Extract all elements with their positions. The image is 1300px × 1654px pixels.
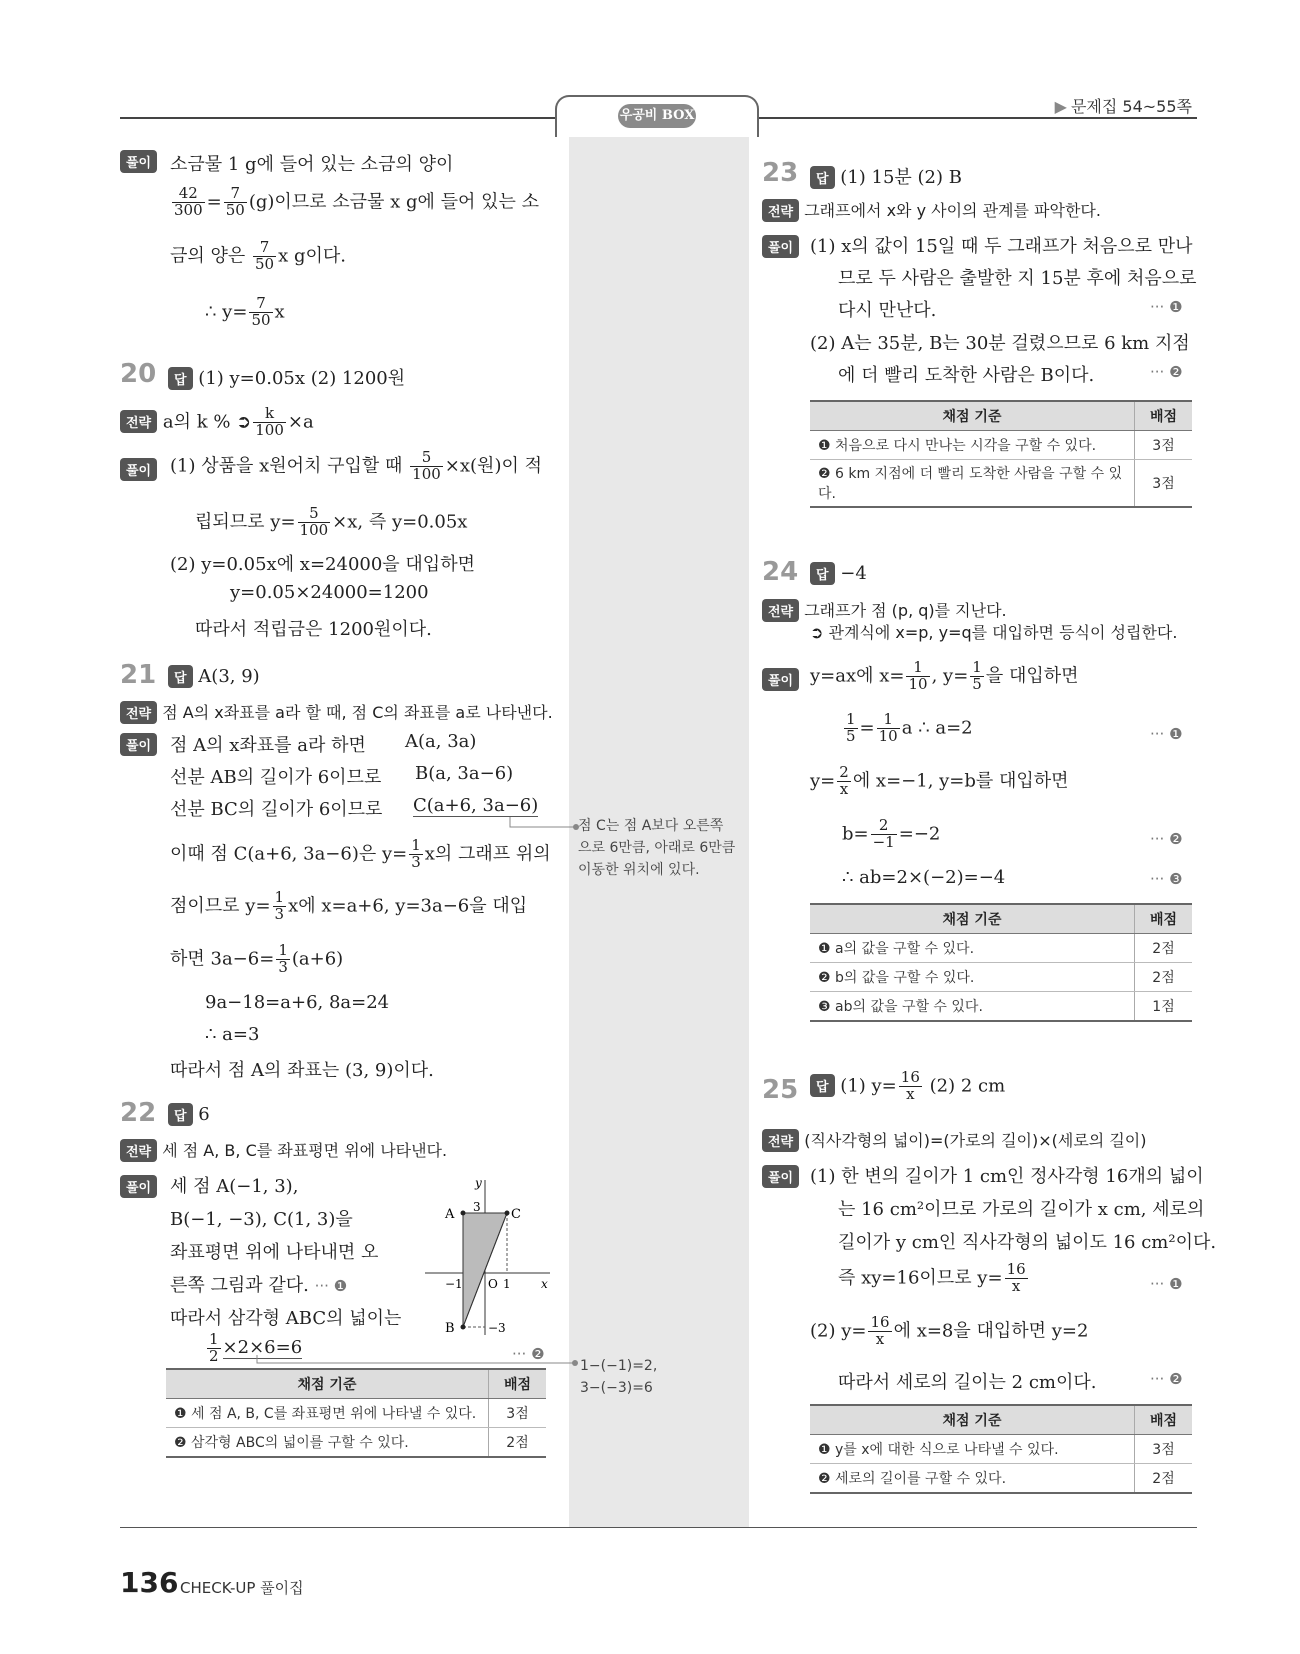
q21-side-note: 점 C는 점 A보다 오른쪽으로 6만큼, 아래로 6만큼 이동한 위치에 있다. — [578, 818, 736, 878]
origin-label: O — [488, 1277, 498, 1291]
q22-line6: $\frac{1}{2}$ ×2×6=6 — [209, 1330, 303, 1365]
q23-answer: 답 (1) 15분 (2) B — [810, 163, 962, 189]
q21-line3a: 선분 BC의 길이가 6이므로 — [170, 799, 383, 820]
q22-line1: 세 점 A(−1, 3), — [170, 1176, 299, 1197]
q21-line4: 이때 점 C(a+6, 3a−6)은 y= $\frac{1}{3}$ x의 그래프 위의 — [170, 836, 551, 871]
q22-score-table: 채점 기준 배점 ❶ 세 점 A, B, C를 좌표평면 위에 나타낼 수 있다. 3점 ❷ 삼각형 ABC의 넓이를 구할 수 있다. 2점 — [166, 1368, 546, 1458]
q25-line6: 따라서 세로의 길이는 2 cm이다. — [838, 1372, 1097, 1393]
q25-number: 25 — [762, 1075, 799, 1105]
q24-mark-1: ··· ❶ — [1150, 725, 1183, 743]
q21-line1b: A(a, 3a) — [405, 731, 477, 752]
q21-number: 21 — [120, 660, 157, 690]
point-b — [461, 1325, 466, 1330]
tick-3: 3 — [473, 1200, 481, 1214]
label-a: A — [445, 1207, 455, 1222]
q20-line1: (1) 상품을 x원어치 구입할 때 $\frac{5}{100}$ ×x(원)이 적 — [170, 448, 542, 483]
q20-line3: (2) y=0.05x에 x=24000을 대입하면 — [170, 554, 475, 575]
box-badge — [618, 104, 696, 128]
q22-line5: 따라서 삼각형 ABC의 넓이는 — [170, 1308, 402, 1329]
q25-line4: 즉 xy=16이므로 y= $\frac{16}{x}$ — [838, 1260, 1026, 1295]
q19-line3: 금의 양은 $\frac{7}{50}$ x g이다. — [170, 238, 347, 273]
tick-1: 1 — [503, 1277, 511, 1291]
q23-line5: 에 더 빨리 도착한 사람은 B이다. — [838, 365, 1095, 386]
q22-line4: 른쪽 그림과 같다. ··· ❶ — [170, 1275, 348, 1296]
label-c: C — [511, 1207, 521, 1222]
q21-line5: 점이므로 y= $\frac{1}{3}$ x에 x=a+6, y=3a−6을 대입 — [170, 888, 528, 923]
chevron-right-icon: ▶ — [1054, 97, 1067, 116]
point-a — [461, 1211, 466, 1216]
q25-mark-2: ··· ❷ — [1150, 1370, 1183, 1388]
q22-strategy: 전략 세 점 A, B, C를 좌표평면 위에 나타낸다. — [120, 1138, 447, 1162]
q23-sol-tag: 풀이 — [762, 235, 799, 258]
q24-line5: ∴ ab=2×(−2)=−4 — [842, 867, 1006, 888]
fraction: $\frac{7}{50}$ — [225, 184, 245, 219]
x-label: x — [541, 1277, 548, 1291]
q25-line3: 길이가 y cm인 직사각형의 넓이도 16 cm²이다. — [838, 1232, 1217, 1253]
q22-mark-2: ··· ❷ — [512, 1345, 545, 1363]
tick-minus-3: −3 — [488, 1321, 506, 1335]
fraction: $\frac{42}{300}$ — [174, 184, 203, 219]
q24-answer: 답 −4 — [810, 562, 867, 585]
q25-strategy: 전략 (직사각형의 넓이)=(가로의 길이)×(세로의 길이) — [762, 1128, 1147, 1152]
table-row: ❶ 처음으로 다시 만나는 시각을 구할 수 있다. 3점 — [810, 431, 1192, 460]
q20-line5: 따라서 적립금은 1200원이다. — [195, 619, 432, 640]
q22-number: 22 — [120, 1098, 157, 1128]
q19-sol-tag: 풀이 — [120, 150, 157, 173]
table-row: ❷ 세로의 길이를 구할 수 있다. 2점 — [810, 1464, 1192, 1494]
q25-line5: (2) y= $\frac{16}{x}$ 에 x=8을 대입하면 y=2 — [810, 1313, 1089, 1348]
q22-line2: B(−1, −3), C(1, 3)을 — [170, 1209, 353, 1230]
box-label: 우공비 BOX — [619, 108, 695, 123]
q21-leader-line — [508, 815, 580, 831]
q23-mark-1: ··· ❶ — [1150, 298, 1183, 316]
q21-sol-tag: 풀이 — [120, 733, 157, 756]
q24-line3: y= $\frac{2}{x}$ 에 x=−1, y=b를 대입하면 — [810, 763, 1069, 798]
q21-answer: 답 A(3, 9) — [168, 665, 260, 688]
q24-strategy-2: ➲ 관계식에 x=p, y=q를 대입하면 등식이 성립한다. — [810, 623, 1178, 642]
q23-mark-2: ··· ❷ — [1150, 363, 1183, 381]
table-row: ❶ y를 x에 대한 식으로 나타낼 수 있다. 3점 — [810, 1435, 1192, 1464]
q25-score-table: 채점 기준 배점 ❶ y를 x에 대한 식으로 나타낼 수 있다. 3점 ❷ 세로의 길이를 구할 수 있다. 2점 — [810, 1404, 1192, 1494]
page-reference — [1055, 94, 1192, 117]
q22-answer: 답 6 — [168, 1103, 210, 1126]
q23-strategy: 전략 그래프에서 x와 y 사이의 관계를 파악한다. — [762, 198, 1101, 222]
table-row: ❷ 삼각형 ABC의 넓이를 구할 수 있다. 2점 — [166, 1428, 546, 1458]
q20-strategy: 전략 a의 k % ➲ $\frac{k}{100}$ ×a — [120, 406, 314, 439]
label-b: B — [445, 1321, 455, 1336]
q25-line1: (1) 한 변의 길이가 1 cm인 정사각형 16개의 넓이 — [810, 1166, 1204, 1187]
q20-line4: y=0.05×24000=1200 — [230, 582, 429, 603]
page-number: 136 — [120, 1566, 179, 1599]
q23-line4: (2) A는 35분, B는 30분 걸렸으므로 6 km 지점 — [810, 333, 1190, 354]
y-label: y — [475, 1176, 482, 1190]
q22-side-note-1: 1−(−1)=2, — [580, 1358, 658, 1374]
q22-line3: 좌표평면 위에 나타내면 오 — [170, 1242, 379, 1263]
q20-answer: 답 (1) y=0.05x (2) 1200원 — [168, 364, 405, 390]
q24-line4: b= $\frac{2}{-1}$ =−2 — [842, 816, 941, 851]
q24-number: 24 — [762, 557, 799, 587]
q25-sol-tag: 풀이 — [762, 1165, 799, 1188]
table-row: ❷ b의 값을 구할 수 있다. 2점 — [810, 963, 1192, 992]
q20-line2: 립되므로 y= $\frac{5}{100}$ ×x, 즉 y=0.05x — [195, 504, 468, 539]
q21-line2a: 선분 AB의 길이가 6이므로 — [170, 767, 382, 788]
q22-coordinate-graph — [415, 1175, 555, 1340]
q25-answer: 답 (1) y= $\frac{16}{x}$ (2) 2 cm — [810, 1070, 1005, 1103]
footer-rule — [120, 1527, 1197, 1528]
q20-number: 20 — [120, 359, 157, 389]
q21-line9: 따라서 점 A의 좌표는 (3, 9)이다. — [170, 1060, 434, 1081]
q21-line2b: B(a, 3a−6) — [415, 763, 514, 784]
table-row: ❶ 세 점 A, B, C를 좌표평면 위에 나타낼 수 있다. 3점 — [166, 1399, 546, 1428]
q19-line2: $\frac{42}{300}$ = $\frac{7}{50}$ (g)이므로 소금물 x g에 들어 있는 소 — [174, 184, 540, 219]
reference-text: 문제집 54~55쪽 — [1070, 97, 1192, 116]
q23-line2: 므로 두 사람은 출발한 지 15분 후에 처음으로 — [838, 268, 1197, 289]
q24-strategy-1: 전략 그래프가 점 (p, q)를 지난다. — [762, 598, 1007, 622]
point-c — [505, 1211, 510, 1216]
q21-line1a: 점 A의 x좌표를 a라 하면 — [170, 735, 366, 756]
table-row: ❸ ab의 값을 구할 수 있다. 1점 — [810, 992, 1192, 1022]
q23-number: 23 — [762, 158, 799, 188]
q21-strategy: 전략 점 A의 x좌표를 a라 할 때, 점 C의 좌표를 a로 나타낸다. — [120, 700, 553, 724]
q24-line1: y=ax에 x= $\frac{1}{10}$ , y= $\frac{1}{5}$ 을 대입하면 — [810, 658, 1079, 693]
q24-mark-2: ··· ❷ — [1150, 830, 1183, 848]
q24-score-table: 채점 기준 배점 ❶ a의 값을 구할 수 있다. 2점 ❷ b의 값을 구할 수 있다. 2점 ❸ ab의 값을 구할 수 있다. 1점 — [810, 903, 1192, 1022]
q25-mark-1: ··· ❶ — [1150, 1275, 1183, 1293]
footer-title: CHECK-UP 풀이집 — [180, 1579, 304, 1597]
q23-line3: 다시 만난다. — [838, 300, 937, 321]
q19-line1: 소금물 1 g에 들어 있는 소금의 양이 — [170, 154, 454, 175]
q25-line2: 는 16 cm²이므로 가로의 길이가 x cm, 세로의 — [838, 1199, 1205, 1220]
table-row: ❷ 6 km 지점에 더 빨리 도착한 사람을 구할 수 있다. 3점 — [810, 460, 1192, 508]
q22-sol-tag: 풀이 — [120, 1175, 157, 1198]
q23-score-table: 채점 기준 배점 ❶ 처음으로 다시 만나는 시각을 구할 수 있다. 3점 ❷ 6 km 지점에 더 빨리 도착한 사람을 구할 수 있다. 3점 — [810, 400, 1192, 508]
q19-line4: ∴ y= $\frac{7}{50}$ x — [205, 294, 285, 329]
q24-mark-3: ··· ❸ — [1150, 870, 1183, 888]
table-row: ❶ a의 값을 구할 수 있다. 2점 — [810, 934, 1192, 963]
tick-minus-1: −1 — [445, 1277, 463, 1291]
q24-line2: $\frac{1}{5}$ = $\frac{1}{10}$ a ∴ a=2 — [846, 710, 973, 745]
q21-line7: 9a−18=a+6, 8a=24 — [205, 992, 390, 1013]
q23-line1: (1) x의 값이 15일 때 두 그래프가 처음으로 만나 — [810, 236, 1193, 257]
q21-line8: ∴ a=3 — [205, 1024, 260, 1045]
q24-sol-tag: 풀이 — [762, 668, 799, 691]
q21-line6: 하면 3a−6= $\frac{1}{3}$ (a+6) — [170, 941, 344, 976]
q22-side-note-2: 3−(−3)=6 — [580, 1380, 653, 1396]
q21-line3b: C(a+6, 3a−6) — [413, 795, 539, 816]
q20-sol-tag: 풀이 — [120, 458, 157, 481]
